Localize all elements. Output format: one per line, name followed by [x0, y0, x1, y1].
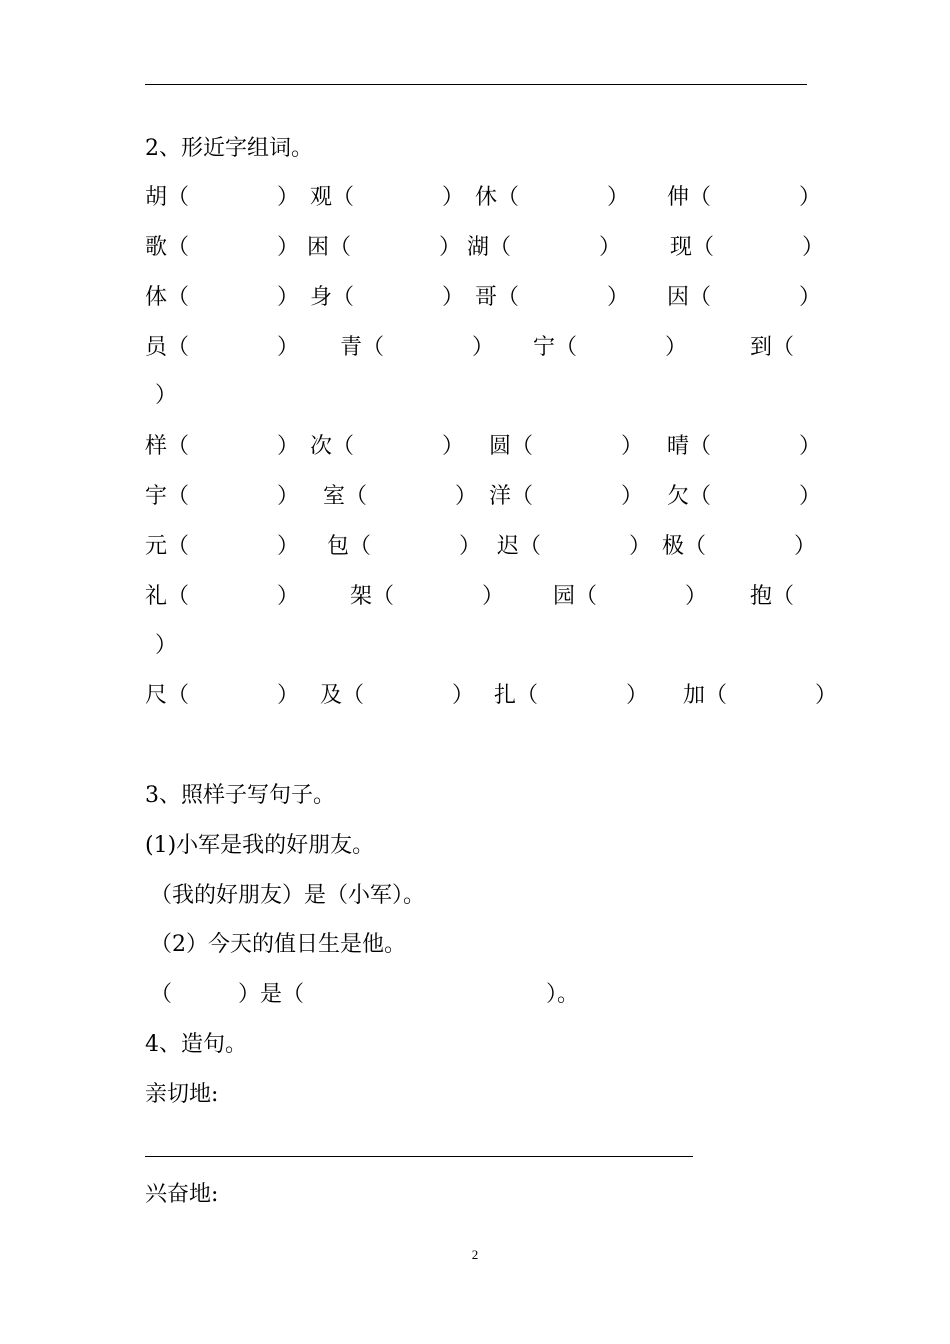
word-cell: 胡（ ）: [145, 185, 300, 210]
word-cell: 元（ ）: [145, 534, 300, 559]
word-cell: 观（ ）: [310, 185, 465, 210]
word-cell: 到（: [750, 335, 795, 360]
word-cell: 困（ ）: [307, 235, 462, 260]
page-number: 2: [471, 1247, 479, 1262]
word-cell: 园（ ）: [553, 584, 708, 609]
word-cell: 圆（ ）: [489, 434, 644, 459]
word-cell: 休（ ）: [475, 185, 630, 210]
wrapped-paren: ）: [155, 633, 178, 658]
word-cell: 现（ ）: [670, 235, 825, 260]
word-cell: 晴（ ）: [667, 434, 822, 459]
word-cell: 扎（ ）: [494, 683, 649, 708]
word-cell: 架（ ）: [350, 584, 505, 609]
answer-line: [145, 1156, 693, 1157]
word-cell: 哥（ ）: [475, 285, 630, 310]
q4-title: 4、造句。: [145, 1032, 247, 1057]
header-rule: [145, 84, 807, 85]
q3-title: 3、照样子写句子。: [145, 783, 335, 808]
word-cell: 洋（ ）: [489, 484, 644, 509]
word-cell: 抱（: [750, 584, 795, 609]
word-cell: 礼（ ）: [145, 584, 300, 609]
q2-title: 2、形近字组词。: [145, 136, 313, 161]
word-cell: 样（ ）: [145, 434, 300, 459]
word-cell: 尺（ ）: [145, 683, 300, 708]
word-cell: 身（ ）: [310, 285, 465, 310]
word-cell: 青（ ）: [340, 335, 495, 360]
word-cell: 迟（ ）: [497, 534, 652, 559]
word-cell: 歌（ ）: [145, 235, 300, 260]
word-cell: 室（ ）: [323, 484, 478, 509]
word-cell: 次（ ）: [310, 434, 465, 459]
q3-example-1-answer: （我的好朋友）是（小军）。: [150, 883, 426, 908]
q4-item-1-label: 亲切地:: [145, 1082, 219, 1107]
q4-item-2-label: 兴奋地:: [145, 1182, 219, 1207]
word-cell: 伸（ ）: [667, 185, 822, 210]
word-cell: 欠（ ）: [667, 484, 822, 509]
q3-example-2: （2）今天的值日生是他。: [150, 932, 406, 957]
wrapped-paren: ）: [155, 383, 178, 408]
word-cell: 及（ ）: [320, 683, 475, 708]
word-cell: 宇（ ）: [145, 484, 300, 509]
word-cell: 宁（ ）: [533, 335, 688, 360]
q3-example-1: (1)小军是我的好朋友。: [145, 833, 375, 858]
word-cell: 极（ ）: [662, 534, 817, 559]
word-cell: 湖（ ）: [467, 235, 622, 260]
word-cell: 体（ ）: [145, 285, 300, 310]
word-cell: 因（ ）: [667, 285, 822, 310]
word-cell: 员（ ）: [145, 335, 300, 360]
q3-example-2-blank: （ ）是（ ）。: [150, 982, 580, 1007]
word-cell: 包（ ）: [327, 534, 482, 559]
word-cell: 加（ ）: [683, 683, 838, 708]
